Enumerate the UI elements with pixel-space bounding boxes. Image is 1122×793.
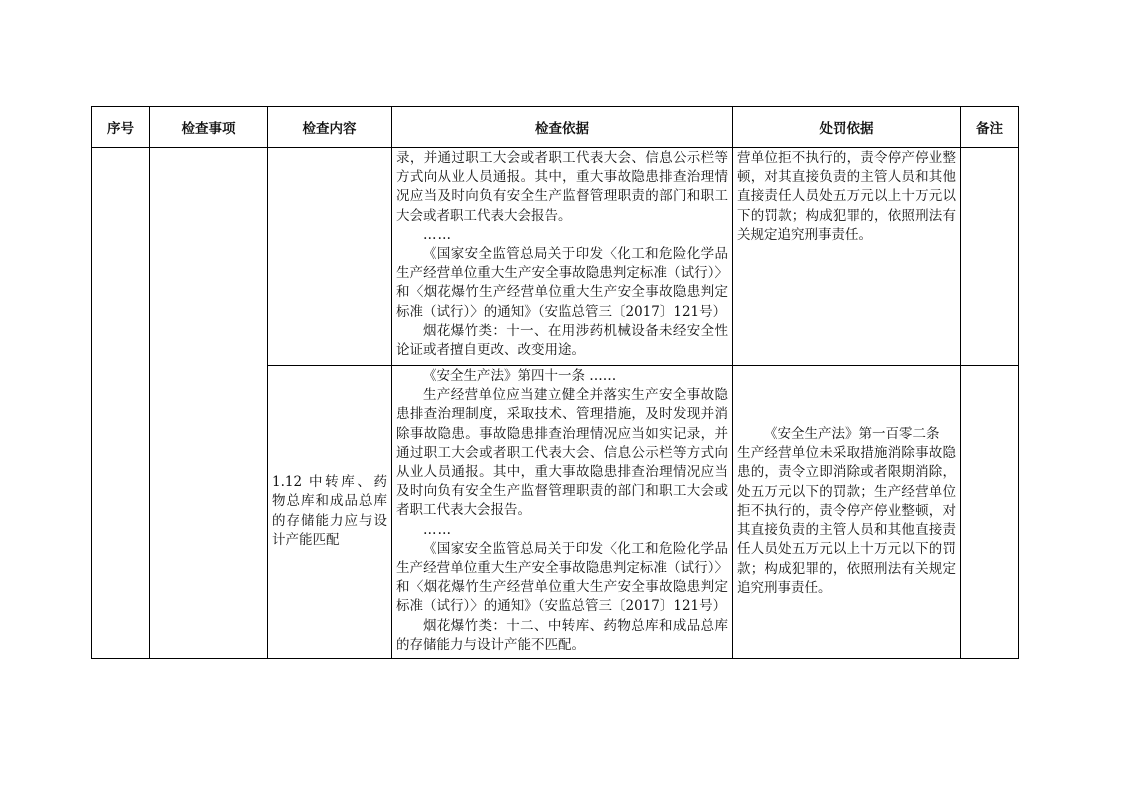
penalty-cell xyxy=(733,148,961,366)
penalty-paragraph: 生产经营单位未采取措施消除事故隐患的，责令立即消除或者限期消除，处五万元以下的罚款；生产经营单位拒不执行的，责令停产停业整顿，对其直接负责的主管人员和其他直接责任人员处五万元以上十万元以下的罚款；构成犯罪的，依照刑法有关规定追究刑事责任。 xyxy=(737,445,956,596)
basis-cell xyxy=(392,366,733,659)
basis-paragraph: 烟花爆竹类：十一、在用涉药机械设备未经安全性论证或者擅自更改、改变用途。 xyxy=(396,322,728,359)
basis-paragraph: 《国家安全监管总局关于印发〈化工和危险化学品生产经营单位重大生产安全事故隐患判定标准（试行）〉和〈烟花爆竹生产经营单位重大生产安全事故隐患判定标准（试行）〉的通知》（安监总管三〔2017〕121号） xyxy=(396,246,728,320)
content-cell xyxy=(268,366,392,659)
header-basis: 检查依据 xyxy=(392,107,733,148)
penalty-cell xyxy=(733,366,961,659)
inspection-table xyxy=(91,106,1019,659)
basis-paragraph: 录，并通过职工大会或者职工代表大会、信息公示栏等方式向从业人员通报。其中，重大事故隐患排查治理情况应当及时向负有安全生产监督管理职责的部门和职工大会或者职工代表大会报告。 xyxy=(396,150,728,224)
header-item: 检查事项 xyxy=(150,107,268,148)
check-content: 1.12 中转库、药物总库和成品总库的存储能力应与设计产能匹配 xyxy=(272,474,387,548)
ellipsis: …… xyxy=(423,521,452,538)
basis-paragraph: 生产经营单位应当建立健全并落实生产安全事故隐患排查治理制度，采取技术、管理措施，及时发现并消除事故隐患。事故隐患排查治理情况应当如实记录，并通过职工大会或者职工代表大会、信息公示栏等方式向从业人员通报。其中，重大事故隐患排查治理情况应当及时向负有安全生产监督管理职责的部门和职工大会或者职工代表大会报告。 xyxy=(396,387,728,519)
header-content: 检查内容 xyxy=(268,107,392,148)
penalty-paragraph: 营单位拒不执行的，责令停产停业整顿，对其直接负责的主管人员和其他直接责任人员处五万元以上十万元以下的罚款；构成犯罪的，依照刑法有关规定追究刑事责任。 xyxy=(737,150,956,243)
ellipsis: …… xyxy=(423,226,452,243)
item-cell xyxy=(150,148,268,659)
table-row xyxy=(92,148,1019,366)
header-note: 备注 xyxy=(961,107,1019,148)
basis-paragraph: 《安全生产法》第四十一条 …… xyxy=(423,368,617,384)
basis-cell xyxy=(392,148,733,366)
header-row xyxy=(92,107,1019,148)
header-seq: 序号 xyxy=(92,107,150,148)
note-cell xyxy=(961,366,1019,659)
penalty-paragraph: 《安全生产法》第一百零二条 xyxy=(764,426,940,443)
basis-paragraph: 《国家安全监管总局关于印发〈化工和危险化学品生产经营单位重大生产安全事故隐患判定标准（试行）〉和〈烟花爆竹生产经营单位重大生产安全事故隐患判定标准（试行）〉的通知》（安监总管三〔2017〕121号） xyxy=(396,540,728,615)
note-cell xyxy=(961,148,1019,366)
basis-paragraph: 烟花爆竹类：十二、中转库、药物总库和成品总库的存储能力与设计产能不匹配。 xyxy=(396,617,728,653)
header-penalty: 处罚依据 xyxy=(733,107,961,148)
content-cell xyxy=(268,148,392,366)
seq-cell xyxy=(92,148,150,659)
